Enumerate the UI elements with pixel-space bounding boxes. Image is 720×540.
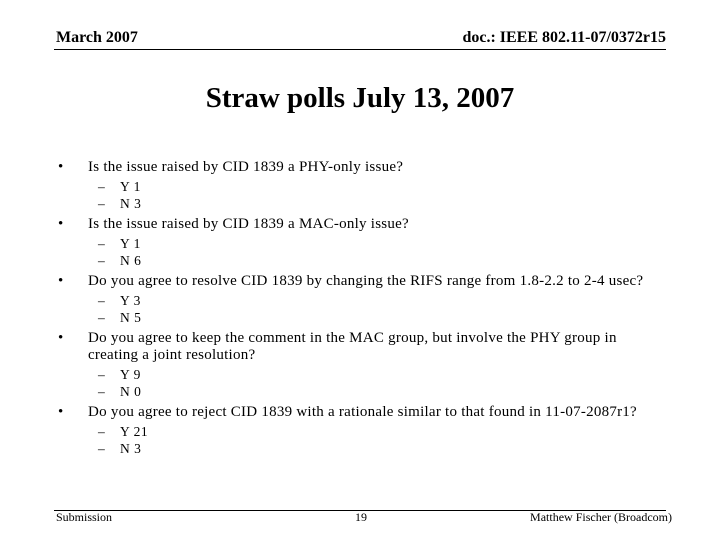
poll-answer	[58, 292, 658, 309]
poll-answer	[58, 235, 658, 252]
poll-answers	[58, 292, 658, 326]
bullet-icon: •	[58, 404, 64, 420]
dash-icon: –	[98, 424, 106, 439]
poll-answer	[58, 366, 658, 383]
dash-icon: –	[98, 196, 106, 211]
poll-answer-text: N 5	[120, 310, 142, 325]
poll-question	[58, 330, 658, 364]
bullet-icon: •	[58, 273, 64, 289]
poll-question-text: Do you agree to keep the comment in the MAC group, but involve the PHY group in creating a joint resolution?	[88, 330, 617, 363]
dash-icon: –	[98, 179, 106, 194]
poll-answer-text: N 0	[120, 384, 142, 399]
header-date: March 2007	[56, 29, 138, 46]
poll-answer-text: Y 21	[120, 424, 149, 439]
poll-answers	[58, 178, 658, 212]
dash-icon: –	[98, 367, 106, 382]
footer-submission: Submission	[56, 510, 113, 524]
dash-icon: –	[98, 441, 106, 456]
poll-answer	[58, 383, 658, 400]
poll-question	[58, 404, 658, 421]
poll-answer-text: Y 3	[120, 293, 141, 308]
footer-author: Matthew Fischer (Broadcom)	[530, 510, 672, 524]
poll-answer-text: Y 1	[120, 179, 141, 194]
poll-item	[58, 273, 658, 326]
poll-answer-text: N 6	[120, 253, 142, 268]
dash-icon: –	[98, 384, 106, 399]
poll-item	[58, 404, 658, 457]
header-rule	[54, 49, 666, 50]
dash-icon: –	[98, 310, 106, 325]
poll-question-text: Do you agree to resolve CID 1839 by changing the RIFS range from 1.8-2.2 to 2-4 usec?	[88, 273, 644, 289]
poll-answer	[58, 423, 658, 440]
header-doc-id: doc.: IEEE 802.11-07/0372r15	[462, 29, 666, 46]
poll-item	[58, 216, 658, 269]
poll-item	[58, 159, 658, 212]
bullet-icon: •	[58, 216, 64, 232]
bullet-icon: •	[58, 159, 64, 175]
poll-answer-text: Y 1	[120, 236, 141, 251]
poll-item	[58, 330, 658, 400]
poll-answers	[58, 423, 658, 457]
poll-answer	[58, 309, 658, 326]
dash-icon: –	[98, 236, 106, 251]
poll-answer	[58, 195, 658, 212]
poll-answers	[58, 235, 658, 269]
bullet-icon: •	[58, 330, 64, 346]
poll-question	[58, 273, 658, 290]
poll-answer	[58, 440, 658, 457]
poll-answer	[58, 178, 658, 195]
poll-answer-text: Y 9	[120, 367, 141, 382]
poll-answer-text: N 3	[120, 196, 142, 211]
dash-icon: –	[98, 253, 106, 268]
poll-question-text: Is the issue raised by CID 1839 a PHY-only issue?	[88, 159, 404, 175]
poll-question-text: Do you agree to reject CID 1839 with a rationale similar to that found in 11-07-2087r1?	[88, 404, 637, 420]
slide-title: Straw polls July 13, 2007	[205, 82, 515, 114]
poll-answers	[58, 366, 658, 400]
poll-question-text: Is the issue raised by CID 1839 a MAC-only issue?	[88, 216, 409, 232]
footer-page-number: 19	[355, 510, 367, 524]
poll-question	[58, 216, 658, 233]
dash-icon: –	[98, 293, 106, 308]
poll-answer-text: N 3	[120, 441, 142, 456]
poll-question	[58, 159, 658, 176]
poll-answer	[58, 252, 658, 269]
poll-list	[58, 159, 658, 461]
